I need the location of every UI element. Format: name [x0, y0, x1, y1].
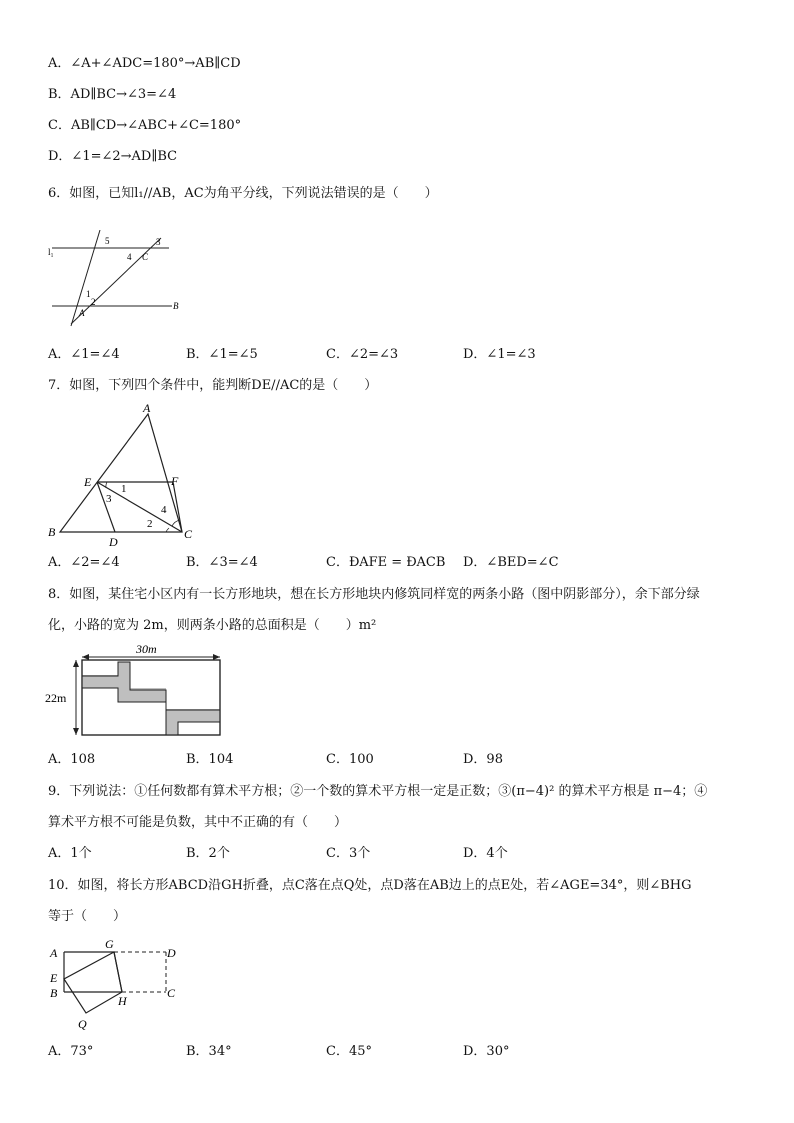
- q7-option-b: B．∠3=∠4: [186, 555, 258, 570]
- q9-stem-line1: 9．下列说法：①任何数都有算术平方根；②一个数的算术平方根一定是正数；③(π−4)² 的算术平方根是 π−4；④: [48, 784, 708, 799]
- q6-label-1: 1: [86, 289, 91, 299]
- q7-label-d: D: [109, 535, 118, 549]
- q6-option-d: D．∠1=∠3: [463, 347, 536, 362]
- q9-stem-line2: 算术平方根不可能是负数，其中不正确的有（ ）: [48, 815, 348, 830]
- q10-option-d: D．30°: [463, 1044, 510, 1059]
- q10-label-g: G: [105, 937, 114, 951]
- q10-figure: [44, 933, 194, 1033]
- q10-option-c: C．45°: [326, 1044, 372, 1059]
- q10-label-e: E: [50, 971, 58, 985]
- q6-label-b: B: [173, 301, 179, 311]
- q7-label-b: B: [48, 525, 56, 539]
- q10-option-a: A．73°: [48, 1044, 94, 1059]
- q6-stem: 6．如图，已知l₁//AB，AC为角平分线，下列说法错误的是（ ）: [48, 186, 438, 201]
- q6-label-2: 2: [91, 297, 96, 307]
- q7-label-1: 1: [121, 483, 127, 495]
- q6-label-l1: l₁: [48, 247, 54, 257]
- q10-label-d: D: [167, 946, 176, 960]
- q7-label-a: A: [143, 401, 151, 415]
- q7-label-e: E: [84, 475, 92, 489]
- q7-label-f: F: [171, 474, 179, 488]
- q9-option-a: A．1个: [48, 846, 92, 861]
- q7-option-c: C．ÐAFE = ÐACB: [326, 555, 446, 570]
- q10-label-q: Q: [78, 1017, 87, 1031]
- q9-option-b: B．2个: [186, 846, 230, 861]
- q6-option-c: C．∠2=∠3: [326, 347, 399, 362]
- q6-label-5: 5: [105, 236, 110, 246]
- q8-option-b: B．104: [186, 752, 234, 767]
- q9-option-c: C．3个: [326, 846, 371, 861]
- q10-stem-line2: 等于（ ）: [48, 909, 127, 924]
- q8-option-d: D．98: [463, 752, 503, 767]
- q7-option-d: D．∠BED=∠C: [463, 555, 559, 570]
- q8-figure: [44, 640, 224, 740]
- q7-label-3: 3: [106, 493, 112, 505]
- q6-option-b: B．∠1=∠5: [186, 347, 258, 362]
- q6-label-c: C: [142, 252, 149, 262]
- q6-figure: [44, 230, 194, 330]
- q5-option-a: A．∠A+∠ADC=180°→AB∥CD: [48, 56, 241, 71]
- q8-stem-line1: 8．如图，某住宅小区内有一长方形地块，想在长方形地块内修筑同样宽的两条小路（图中阴影部分），余下部分绿: [48, 587, 700, 602]
- q8-stem-line2: 化，小路的宽为 2m，则两条小路的总面积是（ ）m²: [48, 618, 377, 633]
- q6-label-a: A: [79, 308, 85, 318]
- q6-option-a: A．∠1=∠4: [48, 347, 120, 362]
- q10-label-h: H: [118, 994, 127, 1008]
- q10-label-c: C: [167, 986, 176, 1000]
- q8-option-a: A．108: [48, 752, 96, 767]
- q7-stem: 7．如图，下列四个条件中，能判断DE//AC的是（ ）: [48, 378, 378, 393]
- q9-option-d: D．4个: [463, 846, 508, 861]
- q5-option-c: C．AB∥CD→∠ABC+∠C=180°: [48, 118, 242, 133]
- q10-option-b: B．34°: [186, 1044, 232, 1059]
- q5-option-b: B．AD∥BC→∠3=∠4: [48, 87, 177, 102]
- q6-label-4: 4: [127, 252, 132, 262]
- q8-option-c: C．100: [326, 752, 374, 767]
- q7-figure: [44, 400, 204, 550]
- q10-label-a: A: [50, 946, 58, 960]
- q7-option-a: A．∠2=∠4: [48, 555, 120, 570]
- q7-label-2: 2: [147, 518, 153, 530]
- q7-label-4: 4: [161, 504, 167, 516]
- q6-label-3: 3: [156, 237, 161, 247]
- q10-label-b: B: [50, 986, 58, 1000]
- q5-option-d: D．∠1=∠2→AD∥BC: [48, 149, 178, 164]
- q7-label-c: C: [184, 527, 193, 541]
- q8-label-width: 30m: [136, 642, 157, 656]
- q8-label-height: 22m: [45, 691, 67, 705]
- q10-stem-line1: 10．如图，将长方形ABCD沿GH折叠，点C落在点Q处，点D落在AB边上的点E处，若∠AGE=34°，则∠BHG: [48, 878, 692, 893]
